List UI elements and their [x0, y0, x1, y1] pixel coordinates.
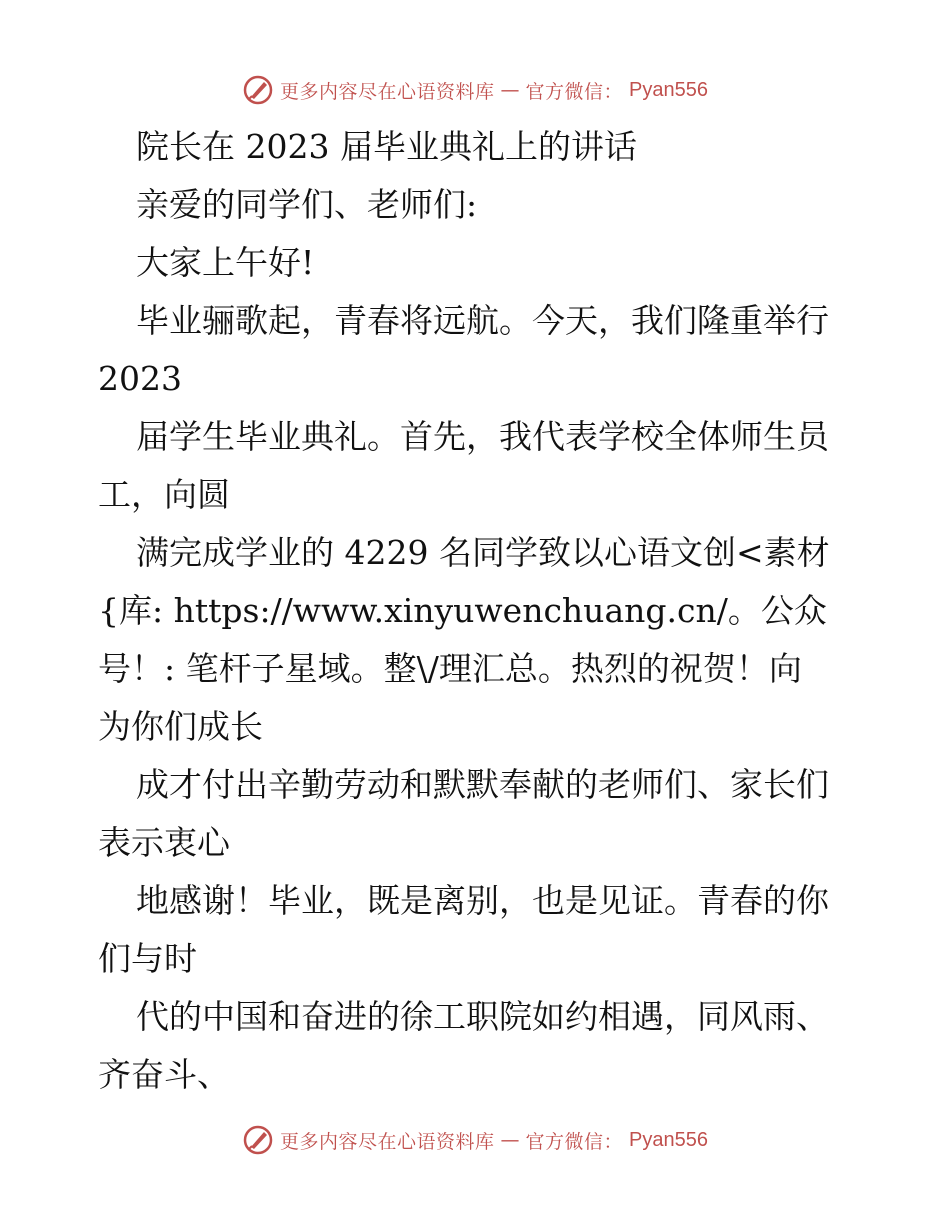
paragraph-line: 成才付出辛勤劳动和默默奉献的老师们、家长们 [136, 765, 829, 804]
header-banner [0, 70, 950, 110]
paragraph-line: 为你们成长 [98, 707, 263, 746]
paragraph-line: 满完成学业的 4229 名同学致以心语文创<素材 [136, 533, 830, 572]
paragraph-line: 代的中国和奋进的徐工职院如约相遇，同风雨、 [136, 997, 829, 1036]
paragraph-line: 地感谢！毕业，既是离别，也是见证。青春的你 [136, 881, 829, 920]
banner-text: 更多内容尽在心语资料库 [280, 80, 495, 103]
paragraph-line: 工，向圆 [98, 475, 230, 514]
quill-seal-icon [242, 74, 274, 106]
paragraph-line: 届学生毕业典礼。首先，我代表学校全体师生员 [136, 417, 829, 456]
banner-text: 更多内容尽在心语资料库 [280, 1130, 495, 1153]
banner-handle: Pyan556 [629, 1128, 708, 1151]
banner-label: 官方微信： [525, 80, 624, 103]
paragraph-line: 齐奋斗、 [98, 1055, 230, 1094]
greeting: 大家上午好! [136, 243, 315, 282]
banner-label: 官方微信： [525, 1130, 624, 1153]
salutation: 亲爱的同学们、老师们: [136, 185, 478, 224]
document-title: 院长在 2023 届毕业典礼上的讲话 [136, 127, 637, 166]
paragraph-line: 表示衷心 [98, 823, 230, 862]
banner-separator: — [500, 1129, 520, 1151]
footer-banner [0, 1120, 950, 1160]
paragraph-line: {库: https://www.xinyuwenchuang.cn/。公众 [98, 591, 827, 630]
banner-handle: Pyan556 [629, 78, 708, 101]
banner-separator: — [500, 79, 520, 101]
paragraph-line: 2023 [98, 359, 182, 398]
paragraph-line: 号！: 笔杆子星域。整\/理汇总。热烈的祝贺！向 [98, 649, 802, 688]
quill-seal-icon [242, 1124, 274, 1156]
paragraph-line: 们与时 [98, 939, 197, 978]
paragraph-line: 毕业骊歌起，青春将远航。今天，我们隆重举行 [136, 301, 829, 340]
